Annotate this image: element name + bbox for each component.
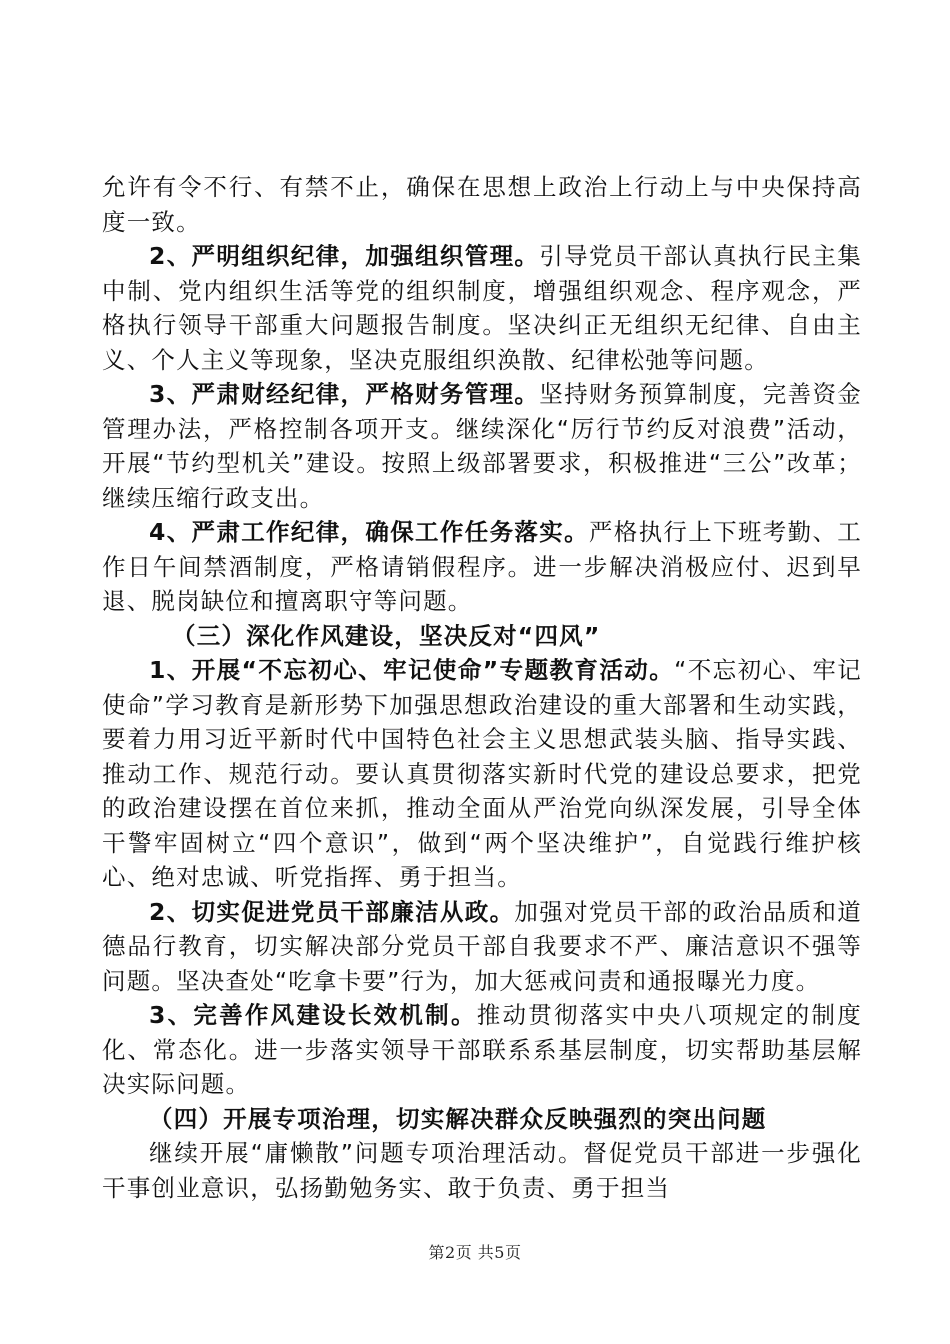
paragraph-lead: 2、切实促进党员干部廉洁从政。 [149,897,515,926]
paragraph-text: 推动贯彻落实中央八项规定的制度化、常态化。进一步落实领导干部联系系基层制度，切实帮助基层解决实际问题。 [102,1001,863,1098]
paragraph-work-discipline [102,515,862,619]
paragraph-text: 坚持财务预算制度，完善资金管理办法，严格控制各项开支。继续深化“厉行节约反对浪费”活动，开展“节约型机关”建设。按照上级部署要求，积极推进“三公”改革；继续压缩行政支出。 [102,380,862,512]
paragraph-text: 加强对党员干部的政治品质和道德品行教育，切实解决部分党员干部自我要求不严、廉洁意识不强等问题。坚决查处“吃拿卡要”行为，加大惩戒问责和通报曝光力度。 [102,897,862,995]
paragraph-text: 继续开展“庸懒散”问题专项治理活动。督促党员干部进一步强化干事创业意识，弘扬勤勉务实、敢于负责、勇于担当 [102,1139,862,1202]
document-body [102,170,862,1205]
paragraph-text: “不忘初心、牢记使命”学习教育是新形势下加强思想政治建设的重大部署和生动实践，要着力用习近平新时代中国特色社会主义思想武装头脑、指导实践、推动工作、规范行动。要认真贯彻落实新时代党的建设总要求，把党的政治建设摆在首位来抓，推动全面从严治党向纵深发展，引导全体干警牢固树立“四个意识”，做到“两个坚决维护”，自觉践行维护核心、绝对忠诚、听党指挥、勇于担当。 [102,656,863,891]
paragraph-organization-discipline [102,239,862,377]
paragraph-lead: 2、严明组织纪律，加强组织管理。 [149,242,540,270]
page-number-footer: 第2页 共5页 [428,1243,522,1262]
paragraph-lead: 3、严肃财经纪律，严格财务管理。 [149,380,540,408]
paragraph-lead: 1、开展“不忘初心、牢记使命”专题教育活动。 [149,656,675,684]
paragraph-education-campaign [102,653,862,895]
paragraph-lead: 4、严肃工作纪律，确保工作任务落实。 [149,518,589,546]
section-heading-4: （四）开展专项治理，切实解决群众反映强烈的突出问题 [149,1104,767,1133]
paragraph-text: 引导党员干部认真执行民主集中制、党内组织生活等党的组织制度，增强组织观念、程序观念，严格执行领导干部重大问题报告制度。坚决纠正无组织无纪律、自由主义、个人主义等现象，坚决克服组织涣散、纪律松弛等问题。 [102,242,862,374]
section-heading-3: （三）深化作风建设，坚决反对“四风” [172,621,601,650]
paragraph-lead: 3、完善作风建设长效机制。 [149,1001,477,1029]
paragraph-text: 严格执行上下班考勤、工作日午间禁酒制度，严格请销假程序。进一步解决消极应付、迟到早退、脱岗缺位和擅离职守等问题。 [102,518,862,615]
paragraph-clean-governance [102,895,862,999]
paragraph-long-term-mechanism [102,998,862,1102]
paragraph-finance-discipline [102,377,862,515]
paragraph-text: 允许有令不行、有禁不止，确保在思想上政治上行动上与中央保持高度一致。 [102,173,862,236]
paragraph-continuation [102,170,862,239]
paragraph-special-governance [102,1136,862,1205]
